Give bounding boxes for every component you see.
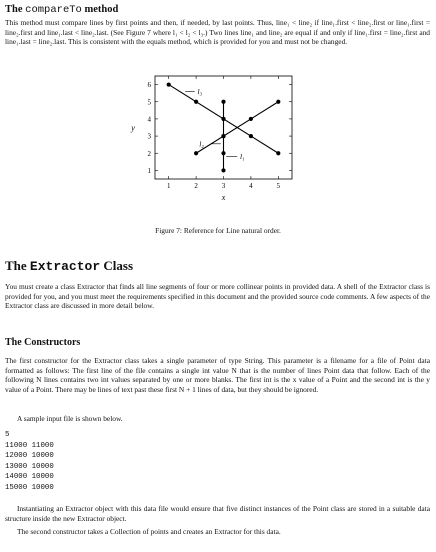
y-tick-label: 3 (147, 132, 151, 141)
data-point (221, 151, 225, 155)
instantiating-paragraph: Instantiating an Extractor object with this data file would ensure that five distinct instances of the Point class are stored in a suitable data structure inside the new Extractor object. (5, 504, 430, 523)
section-heading-constructors: The Constructors (5, 337, 81, 348)
data-point (221, 100, 225, 104)
section-heading-compareto: The compareTo method (5, 4, 119, 16)
x-tick-label: 5 (276, 182, 281, 190)
extractor-paragraph: You must create a class Extractor that finds all line segments of four or more collinear points in provided data. A shell of the Extractor class is provided for you, and you must meet the requirements specified in this document and the provided source code comments. A few aspects of the Extractor class are discussed in more detail below. (5, 282, 430, 311)
y-tick-label: 1 (147, 166, 151, 175)
x-tick-label: 4 (249, 182, 253, 190)
series-label: l₁ (239, 152, 245, 162)
x-tick-label: 1 (166, 182, 171, 190)
series-label: l₃ (197, 86, 203, 96)
line-order-figure (0, 72, 436, 212)
second-constructor-paragraph: The second constructor takes a Collection of points and creates an Extractor for this data. (17, 527, 281, 536)
data-point (194, 151, 198, 155)
sample-intro: A sample input file is shown below. (17, 414, 123, 423)
sample-line: 15000 10000 (5, 483, 54, 492)
sample-line: 13000 10000 (5, 462, 54, 471)
data-point (167, 82, 171, 86)
section-heading-extractor: The Extractor Class (5, 258, 134, 274)
sample-line: 5 (5, 431, 10, 439)
sample-line: 11000 11000 (5, 441, 54, 450)
data-point (194, 100, 198, 104)
data-point (276, 100, 280, 104)
series-label: l₂ (199, 139, 204, 149)
x-axis-label: x (221, 193, 226, 202)
x-tick-label: 3 (221, 182, 226, 190)
sample-line: 14000 10000 (5, 473, 54, 482)
y-tick-label: 6 (147, 81, 151, 90)
sample-input-file (5, 430, 54, 494)
data-point (276, 151, 280, 155)
x-tick-label: 2 (194, 182, 198, 190)
compareto-paragraph: This method must compare lines by first points and then, if needed, by last points. Thus, line₁ < line₂ if line₁.first < line₂.first or line₁.first = line₂.first and line₁.last < line₂.last. (See Figure 7 where l₁ < l₂ < l₃.) Two lines line₁ and line₂ are equal if and only if line₁.first = line₂.first and line₁.last = line₂.last. This is consistent with the equals method, which is provided for you and must not be changed. (5, 18, 430, 47)
constructors-paragraph: The first constructor for the Extractor class takes a single parameter of type String. This parameter is a filename for a file of Point data formatted as follows: The first line of the file contains a single int value N that is the number of lines Point data that follow. Each of the following N lines contains two int values separated by one or more blanks. The first int is the x value of a Point and the second int is the y value of a Point. There may be lines of text past these first N + 1 lines of data, but they should be ignored. (5, 356, 430, 394)
y-axis-label: y (131, 123, 135, 133)
figure-caption: Figure 7: Reference for Line natural order. (155, 226, 281, 235)
data-point (221, 117, 225, 121)
data-point (249, 117, 253, 121)
data-point (221, 134, 225, 138)
y-tick-label: 4 (147, 115, 151, 124)
sample-line: 12000 10000 (5, 452, 54, 461)
data-point (249, 134, 253, 138)
y-tick-label: 2 (147, 149, 151, 158)
data-point (221, 168, 225, 172)
y-tick-label: 5 (147, 98, 151, 107)
